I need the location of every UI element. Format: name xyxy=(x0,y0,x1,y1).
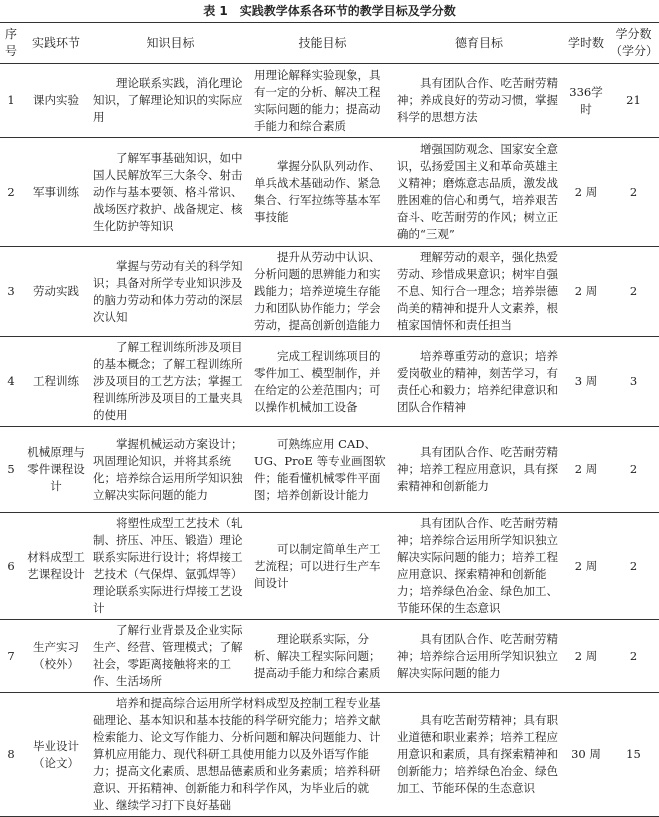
row-credits: 2 xyxy=(608,620,659,693)
row-no: 2 xyxy=(0,138,22,247)
header-credits: 学分数（学分） xyxy=(608,23,659,64)
row-hours: 2 周 xyxy=(564,138,608,247)
header-name: 实践环节 xyxy=(22,23,90,64)
row-no: 1 xyxy=(0,64,22,138)
row-skill: 理论联系实际，分析、解决工程实际问题；提高动手能力和综合素质 xyxy=(251,620,394,693)
row-credits: 2 xyxy=(608,138,659,247)
row-no: 4 xyxy=(0,337,22,427)
row-skill: 可熟练应用 CAD、UG、ProE 等专业画图软件；能看懂机械零件平面图；培养创新设计能力 xyxy=(251,427,394,513)
table-row xyxy=(0,138,659,247)
row-credits: 2 xyxy=(608,513,659,620)
table-row xyxy=(0,513,659,620)
row-name: 生产实习（校外） xyxy=(22,620,90,693)
row-skill: 完成工程训练项目的零件加工、模型制作，并在给定的公差范围内；可以操作机械加工设备 xyxy=(251,337,394,427)
row-knowledge: 了解工程训练所涉及项目的基本概念；了解工程训练所涉及项目的工艺方法；掌握工程训练所涉及项目的工量夹具的使用 xyxy=(90,337,251,427)
row-knowledge: 掌握与劳动有关的科学知识；具备对所学专业知识涉及的脑力劳动和体力劳动的深层次认知 xyxy=(90,247,251,337)
row-credits: 21 xyxy=(608,64,659,138)
row-hours: 30 周 xyxy=(564,693,608,817)
row-moral: 具有团队合作、吃苦耐劳精神；培养工程应用意识，具有探索精神和创新能力 xyxy=(394,427,564,513)
row-no: 3 xyxy=(0,247,22,337)
table-row xyxy=(0,247,659,337)
row-name: 工程训练 xyxy=(22,337,90,427)
row-moral: 具有团队合作、吃苦耐劳精神；培养综合运用所学知识独立解决实际问题的能力；培养工程应用意识、探索精神和创新能力；培养绿色冶金、绿色加工、节能环保的生态意识 xyxy=(394,513,564,620)
row-name: 机械原理与零件课程设计 xyxy=(22,427,90,513)
header-hours: 学时数 xyxy=(564,23,608,64)
row-credits: 3 xyxy=(608,337,659,427)
row-credits: 15 xyxy=(608,693,659,817)
header-row xyxy=(0,23,659,64)
header-no: 序号 xyxy=(0,23,22,64)
row-hours: 336学时 xyxy=(564,64,608,138)
row-moral: 增强国防观念、国家安全意识，弘扬爱国主义和革命英雄主义精神；磨炼意志品质，激发战胜困难的信心和勇气，培养艰苦奋斗、吃苦耐劳的作风；树立正确的“三观” xyxy=(394,138,564,247)
row-skill: 提升从劳动中认识、分析问题的思辨能力和实践能力；培养逆境生存能力和团队协作能力；学会劳动，提高创新创造能力 xyxy=(251,247,394,337)
table-row xyxy=(0,337,659,427)
row-knowledge: 了解行业背景及企业实际生产、经营、管理模式；了解社会，零距离接触将来的工作、生活场所 xyxy=(90,620,251,693)
row-moral: 具有团队合作、吃苦耐劳精神；养成良好的劳动习惯，掌握科学的思想方法 xyxy=(394,64,564,138)
row-skill: 可以制定简单生产工艺流程；可以进行生产车间设计 xyxy=(251,513,394,620)
row-knowledge: 掌握机械运动方案设计；巩固理论知识，并将其系统化；培养综合运用所学知识独立解决实际问题的能力 xyxy=(90,427,251,513)
row-knowledge: 培养和提高综合运用所学材料成型及控制工程专业基础理论、基本知识和基本技能的科学研究能力；培养文献检索能力、论文写作能力、分析问题和解决问题能力、计算机应用能力、现代科研工具使用能力以及外语写作能力；提高文化素质、思想品德素质和业务素质；培养科研意识、开拓精神、创新能力和科学作风，为毕业后的就业、继续学习打下良好基础 xyxy=(90,693,394,817)
header-skill: 技能目标 xyxy=(251,23,394,64)
row-no: 8 xyxy=(0,693,22,817)
header-knowledge: 知识目标 xyxy=(90,23,251,64)
row-knowledge: 了解军事基础知识，如中国人民解放军三大条令、射击动作与基本要领、格斗常识、战场医疗救护、战备规定、核生化防护等知识 xyxy=(90,138,251,247)
row-no: 7 xyxy=(0,620,22,693)
row-credits: 2 xyxy=(608,247,659,337)
row-no: 5 xyxy=(0,427,22,513)
row-name: 毕业设计（论文） xyxy=(22,693,90,817)
row-name: 课内实验 xyxy=(22,64,90,138)
row-hours: 3 周 xyxy=(564,337,608,427)
row-skill: 掌握分队队列动作、单兵战术基础动作、紧急集合、行军拉练等基本军事技能 xyxy=(251,138,394,247)
table-row xyxy=(0,64,659,138)
row-knowledge: 理论联系实践，消化理论知识，了解理论知识的实际应用 xyxy=(90,64,251,138)
row-credits: 2 xyxy=(608,427,659,513)
row-name: 材料成型工艺课程设计 xyxy=(22,513,90,620)
row-moral: 理解劳动的艰辛，强化热爱劳动、珍惜成果意识；树牢自强不息、知行合一理念；培养崇德尚美的精神和提升人文素养，根植家国情怀和责任担当 xyxy=(394,247,564,337)
table-row xyxy=(0,620,659,693)
row-hours: 2 周 xyxy=(564,427,608,513)
row-moral: 培养尊重劳动的意识；培养爱岗敬业的精神，刻苦学习，有责任心和毅力；培养纪律意识和团队合作精神 xyxy=(394,337,564,427)
row-moral: 具有吃苦耐劳精神；具有职业道德和职业素养；培养工程应用意识和素质，具有探索精神和创新能力；培养绿色冶金、绿色加工、节能环保的生态意识 xyxy=(394,693,564,817)
row-hours: 2 周 xyxy=(564,620,608,693)
table-row xyxy=(0,427,659,513)
table-caption: 表 1 实践教学体系各环节的教学目标及学分数 xyxy=(203,4,456,18)
row-no: 6 xyxy=(0,513,22,620)
row-knowledge: 将塑性成型工艺技术（轧制、挤压、冲压、锻造）理论联系实际进行设计；将焊接工艺技术（气保焊、氩弧焊等）理论联系实际进行焊接工艺设计 xyxy=(90,513,251,620)
row-hours: 2 周 xyxy=(564,247,608,337)
row-name: 劳动实践 xyxy=(22,247,90,337)
teaching-goals-table xyxy=(0,22,659,817)
row-moral: 具有团队合作、吃苦耐劳精神；培养综合运用所学知识独立解决实际问题的能力 xyxy=(394,620,564,693)
row-name: 军事训练 xyxy=(22,138,90,247)
row-skill: 用理论解释实验现象，具有一定的分析、解决工程实际问题的能力；提高动手能力和综合素质 xyxy=(251,64,394,138)
header-moral: 德育目标 xyxy=(394,23,564,64)
table-row xyxy=(0,693,659,817)
row-hours: 2 周 xyxy=(564,513,608,620)
